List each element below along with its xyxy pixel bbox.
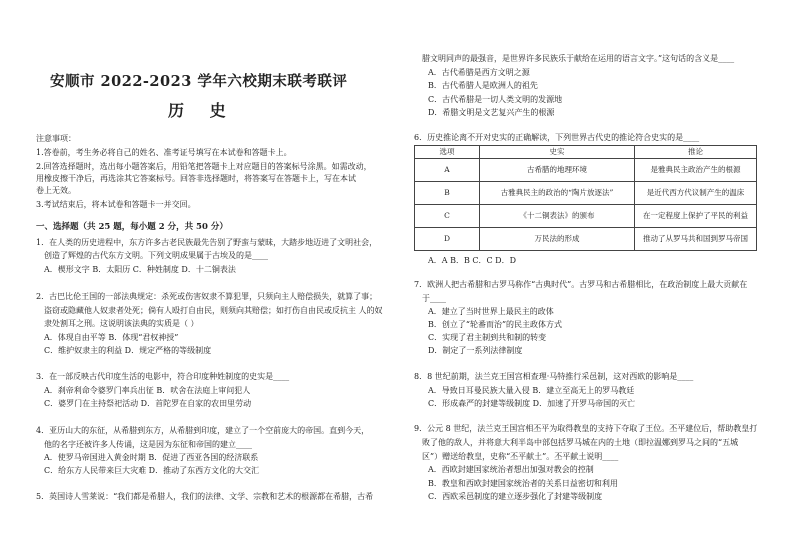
q9-line: 9．公元 8 世纪，法兰克王国宫相丕平为取得教皇的支持下夺取了王位。丕平建位后，帮助教皇打 [414,424,758,433]
q3-line: 3．在一部反映古代印度生活的电影中，符合印度种姓制度的史实是____ [36,372,290,381]
q5-line: 腊文明同声的最强音，是世界许多民族乐于献给在运用的语言文字。”这句话的含义是____ [422,54,735,63]
q1-line: 1．在人类的历史进程中，东方许多古老民族最先告别了野蛮与蒙昧，大踏步地迈进了文明社会， [36,238,378,247]
q3-options: C．婆罗门在主持祭祀活动 D．首陀罗在自家的农田里劳动 [44,399,252,408]
q4-line: 4．亚历山大的东征，从希腊到东方，从希腊到印度，建立了一个空前庞大的帝国。直到今天， [36,426,370,435]
table-cell: 《十二铜表法》的颁布 [480,205,635,228]
table-row [415,159,757,182]
note-line: 1.答卷前，考生务必将自己的姓名、准考证号填写在本试卷和答题卡上。 [36,148,292,157]
table-header: 选项 [415,146,480,159]
table-cell: 推动了从罗马共和国到罗马帝国 [635,228,757,251]
notes-heading: 注意事项： [36,134,76,143]
q2-line: 2．古巴比伦王国的一部法典规定：杀死或伤害奴隶不算犯罪，只须向主人赔偿损失，就算了事； [36,292,378,301]
q7-option: B．创立了“轮番而治”的民主政体方式 [428,320,563,329]
table-cell: 是近代西方代议制产生的温床 [635,182,757,205]
table-cell: 是雅典民主政治产生的根源 [635,159,757,182]
q7-line: 7．欧洲人把古希腊和古罗马称作“古典时代”。古罗马和古希腊相比，在政治制度上最大贡献在 [414,280,748,289]
table-cell: 古雅典民主的政治的“陶片放逐法” [480,182,635,205]
q2-options: C．维护奴隶主的利益 D．规定严格的等级制度 [44,346,212,355]
q5-option: B．古代希腊人是欧洲人的祖先 [428,81,538,90]
q9-option: A．西欧封建国家统治者想出加强对教会的控制 [428,465,594,474]
table-cell: 在一定程度上保护了平民的利益 [635,205,757,228]
q6-line: 6．历史推论离不开对史实的正确解读，下列世界古代史的推论符合史实的是____ [414,133,700,142]
q5-line: 5．英国诗人雪莱说：“我们都是希腊人，我们的法律、文学、宗教和艺术的根源都在希腊，古希 [36,492,374,501]
q7-line: 于____ [422,294,446,303]
q4-line: 他的名字还被许多人传诵，这是因为东征和帝国的建立____ [44,440,252,449]
q3-options: A．刹帝利命令婆罗门率兵出征 B．吠舍在法庭上审问犯人 [44,386,251,395]
table-row [415,228,757,251]
table-header: 史实 [480,146,635,159]
q1-options: A．楔形文字 B．太阳历 C．种姓制度 D．十二铜表法 [44,265,236,274]
q2-line: 隶处割耳之刑。这说明该法典的实质是（ ） [44,319,199,328]
q7-option: C．实现了君主制到共和制的转变 [428,333,547,342]
q9-line: 区”）赠送给教皇，史称“丕平献土”。丕平献土说明____ [422,452,619,461]
note-line: 用橡皮擦干净后，再选涂其它答案标号。回答非选择题时，将答案写在答题卡上，写在本试 [36,174,356,183]
q5-option: C．古代希腊是一切人类文明的发源地 [428,95,563,104]
table-cell: B [415,182,480,205]
table-cell: D [415,228,480,251]
q8-options: A．导致日耳曼民族大量入侵 B．建立至高无上的罗马教廷 [428,386,635,395]
q9-line: 败了他的敌人，并将意大利半岛中部包括罗马城在内的土地（即拉温娜到罗马之间的“五城 [422,438,739,447]
q6-options: A．A B．B C．C D．D [428,256,517,265]
table-row [415,205,757,228]
q4-options: A．使罗马帝国进入黄金时期 B．促进了西亚各国的经济联系 [44,453,259,462]
q8-line: 8．8 世纪前期，法兰克王国宫相查理·马特推行采邑制，这对西欧的影响是____ [414,372,694,381]
q6-table [414,145,757,251]
q7-option: D．制定了一系列法律制度 [428,346,523,355]
q2-options: A．体现自由平等 B．体现“君权神授” [44,333,179,342]
q5-option: D．希腊文明是文艺复兴产生的根源 [428,108,555,117]
table-cell: C [415,205,480,228]
q9-option: C．西欧采邑制度的建立逐步强化了封建等级制度 [428,492,603,501]
q5-option: A．古代希腊是西方文明之源 [428,68,530,77]
section-heading: 一、选择题（共 25 题，每小题 2 分，共 50 分） [36,222,228,232]
q9-option: B．教皇和西欧封建国家统治者的关系日益密切和利用 [428,479,618,488]
table-cell: 古希腊的地理环境 [480,159,635,182]
table-cell: A [415,159,480,182]
exam-title: 安顺市 2022-2023 学年六校期末联考联评 [50,73,348,90]
note-line: 3.考试结束后，将本试卷和答题卡一并交回。 [36,200,196,209]
q4-options: C．给东方人民带来巨大灾难 D．推动了东西方文化的大交汇 [44,466,260,475]
table-cell: 万民法的形成 [480,228,635,251]
subject-title: 历 史 [168,101,236,120]
table-header: 推论 [635,146,757,159]
table-row [415,182,757,205]
q1-line: 创造了辉煌的古代东方文明。下列文明成果属于古埃及的是____ [44,251,268,260]
note-line: 2.回答选择题时，选出每小题答案后，用铅笔把答题卡上对应题目的答案标号涂黑。如需改动， [36,162,372,171]
note-line: 卷上无效。 [36,186,76,195]
table-header-row [415,146,757,159]
q8-options: C．形成森严的封建等级制度 D．加速了开罗马帝国的灭亡 [428,399,636,408]
right-column [414,0,766,560]
q2-line: 盗窃或隐藏他人奴隶者处死；倘有人殴打自由民，则须向其赔偿；如打伤自由民或反抗主 人的奴 [44,306,383,315]
left-column [28,0,386,560]
q7-option: A．建立了当时世界上最民主的政体 [428,307,554,316]
